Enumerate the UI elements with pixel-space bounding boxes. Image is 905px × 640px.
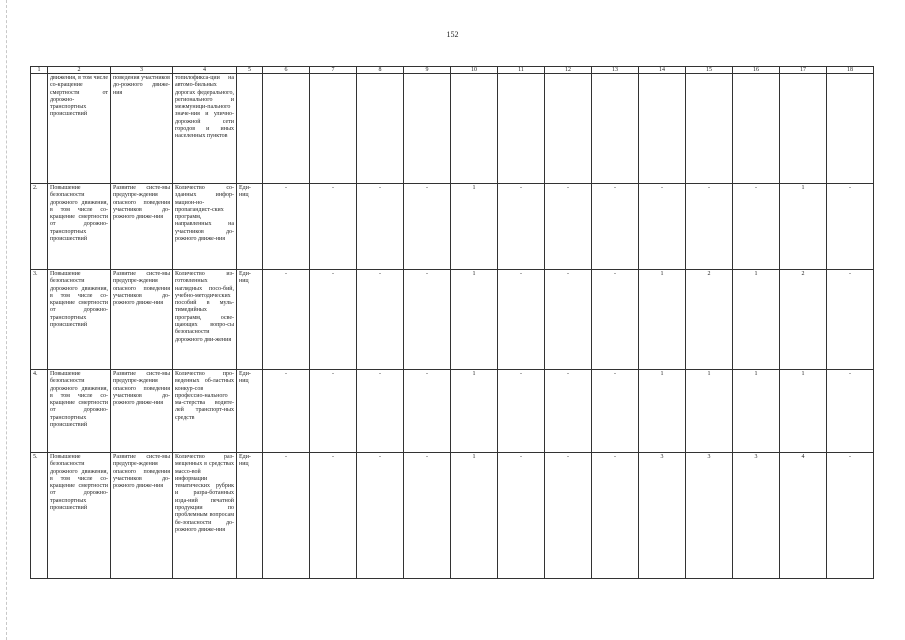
header-cell: 3 bbox=[111, 67, 173, 74]
header-cell: 8 bbox=[357, 67, 404, 74]
value-cell: - bbox=[404, 270, 451, 370]
indicator-cell: Количество раз-мещенных в средствах массо-вой информации тематических рубрик и разра-ботанных изда-ний печатной продукции по проблемным вопросам бе-зопасности до-рожного движе-ния bbox=[173, 453, 237, 579]
header-row bbox=[31, 67, 874, 74]
value-cell bbox=[404, 74, 451, 184]
unit-cell bbox=[237, 74, 263, 184]
value-cell: - bbox=[357, 370, 404, 453]
header-cell: 17 bbox=[780, 67, 827, 74]
header-cell: 15 bbox=[686, 67, 733, 74]
value-cell: - bbox=[592, 270, 639, 370]
value-cell bbox=[733, 74, 780, 184]
task-cell: Развитие систе-мы предупре-ждения опасного поведения участников до-рожного движе-ния bbox=[111, 453, 173, 579]
indicators-table bbox=[30, 66, 874, 579]
value-cell: - bbox=[357, 270, 404, 370]
value-cell: - bbox=[357, 184, 404, 270]
header-cell: 14 bbox=[639, 67, 686, 74]
header-cell: 11 bbox=[498, 67, 545, 74]
row-number-cell: 2. bbox=[31, 184, 48, 270]
value-cell: 1 bbox=[733, 270, 780, 370]
value-cell bbox=[639, 74, 686, 184]
task-cell: Развитие систе-мы предупре-ждения опасного поведения участников до-рожного движе-ния bbox=[111, 370, 173, 453]
value-cell: 4 bbox=[780, 453, 827, 579]
value-cell: 3 bbox=[733, 453, 780, 579]
indicator-cell: Количество про-веденных об-ластных конкур-сов профессио-нального ма-стерства водите-лей транспорт-ных средств bbox=[173, 370, 237, 453]
unit-cell: Еди-ниц bbox=[237, 453, 263, 579]
value-cell: - bbox=[498, 370, 545, 453]
value-cell: 1 bbox=[451, 184, 498, 270]
value-cell: - bbox=[827, 453, 874, 579]
row-number-cell: 3. bbox=[31, 270, 48, 370]
table-row bbox=[31, 453, 874, 579]
unit-cell: Еди-ниц bbox=[237, 184, 263, 270]
value-cell: - bbox=[498, 270, 545, 370]
table-row bbox=[31, 370, 874, 453]
value-cell: 1 bbox=[451, 370, 498, 453]
value-cell bbox=[357, 74, 404, 184]
indicator-cell: Количество из-готовленных наглядных посо-бий, учебно-методических пособий в муль-тимедийных программ, осве-щающих вопро-сы безопасности дорожного дви-жения bbox=[173, 270, 237, 370]
value-cell: - bbox=[404, 370, 451, 453]
value-cell: 1 bbox=[451, 453, 498, 579]
page-number: 152 bbox=[446, 30, 459, 39]
value-cell: - bbox=[545, 184, 592, 270]
binding-margin-line bbox=[6, 0, 7, 640]
value-cell: - bbox=[545, 453, 592, 579]
value-cell: 1 bbox=[780, 184, 827, 270]
value-cell: - bbox=[545, 270, 592, 370]
value-cell: - bbox=[827, 184, 874, 270]
value-cell bbox=[545, 74, 592, 184]
value-cell: 2 bbox=[686, 270, 733, 370]
value-cell: - bbox=[263, 184, 310, 270]
header-cell: 5 bbox=[237, 67, 263, 74]
header-cell: 9 bbox=[404, 67, 451, 74]
value-cell bbox=[592, 74, 639, 184]
goal-cell: Повышение безопасности дорожного движения, в том числе со-кращение смертности от дорожно-транспортных происшествий bbox=[48, 370, 111, 453]
value-cell: 2 bbox=[780, 270, 827, 370]
value-cell bbox=[827, 74, 874, 184]
value-cell: - bbox=[827, 270, 874, 370]
value-cell: - bbox=[310, 453, 357, 579]
value-cell: 1 bbox=[451, 270, 498, 370]
value-cell: - bbox=[827, 370, 874, 453]
value-cell: - bbox=[592, 184, 639, 270]
header-cell: 6 bbox=[263, 67, 310, 74]
value-cell: - bbox=[686, 184, 733, 270]
row-number-cell: 4. bbox=[31, 370, 48, 453]
table-row bbox=[31, 270, 874, 370]
unit-cell: Еди-ниц bbox=[237, 370, 263, 453]
goal-cell: движения, в том числе со-кращение смертности от дорожно-транспортных происшествий bbox=[48, 74, 111, 184]
table-row bbox=[31, 184, 874, 270]
value-cell: - bbox=[404, 453, 451, 579]
value-cell: - bbox=[357, 453, 404, 579]
header-cell: 12 bbox=[545, 67, 592, 74]
value-cell: 1 bbox=[733, 370, 780, 453]
header-cell: 2 bbox=[48, 67, 111, 74]
value-cell: - bbox=[263, 370, 310, 453]
task-cell: поведения участников до-рожного движе-ния bbox=[111, 74, 173, 184]
value-cell: - bbox=[639, 184, 686, 270]
value-cell: - bbox=[310, 184, 357, 270]
value-cell: - bbox=[592, 453, 639, 579]
header-cell: 10 bbox=[451, 67, 498, 74]
value-cell: - bbox=[498, 453, 545, 579]
value-cell: - bbox=[310, 370, 357, 453]
indicator-cell: топилофикса-ции на автомо-бильных дорогах федерального, регионального и межмуници-пального значе-ния и улично-дорожной сети городов и иных населенных пунктов bbox=[173, 74, 237, 184]
goal-cell: Повышение безопасности дорожного движения, в том числе со-кращение смертности от дорожно-транспортных происшествий bbox=[48, 453, 111, 579]
value-cell: - bbox=[404, 184, 451, 270]
value-cell: 1 bbox=[639, 370, 686, 453]
value-cell: - bbox=[733, 184, 780, 270]
table-row bbox=[31, 74, 874, 184]
value-cell: 3 bbox=[686, 453, 733, 579]
goal-cell: Повышение безопасности дорожного движения, в том числе со-кращение смертности от дорожно-транспортных происшествий bbox=[48, 270, 111, 370]
header-cell: 7 bbox=[310, 67, 357, 74]
indicator-cell: Количество со-зданных инфор-мацион-но-пропагандист-ских программ, направленных на участников до-рожного движе-ния bbox=[173, 184, 237, 270]
value-cell bbox=[310, 74, 357, 184]
value-cell: - bbox=[498, 184, 545, 270]
value-cell: - bbox=[263, 453, 310, 579]
header-cell: 1 bbox=[31, 67, 48, 74]
value-cell: - bbox=[592, 370, 639, 453]
value-cell bbox=[780, 74, 827, 184]
task-cell: Развитие систе-мы предупре-ждения опасного поведения участников до-рожного движе-ния bbox=[111, 270, 173, 370]
header-cell: 4 bbox=[173, 67, 237, 74]
header-cell: 18 bbox=[827, 67, 874, 74]
value-cell bbox=[263, 74, 310, 184]
row-number-cell bbox=[31, 74, 48, 184]
value-cell: 1 bbox=[639, 270, 686, 370]
value-cell: - bbox=[310, 270, 357, 370]
value-cell: - bbox=[263, 270, 310, 370]
value-cell bbox=[686, 74, 733, 184]
value-cell: 3 bbox=[639, 453, 686, 579]
value-cell bbox=[451, 74, 498, 184]
value-cell: 1 bbox=[686, 370, 733, 453]
row-number-cell: 5. bbox=[31, 453, 48, 579]
value-cell bbox=[498, 74, 545, 184]
unit-cell: Еди-ниц bbox=[237, 270, 263, 370]
header-cell: 13 bbox=[592, 67, 639, 74]
header-cell: 16 bbox=[733, 67, 780, 74]
value-cell: - bbox=[545, 370, 592, 453]
task-cell: Развитие систе-мы предупре-ждения опасного поведения участников до-рожного движе-ния bbox=[111, 184, 173, 270]
goal-cell: Повышение безопасности дорожного движения, в том числе со-кращение смертности от дорожно-транспортных происшествий bbox=[48, 184, 111, 270]
value-cell: 1 bbox=[780, 370, 827, 453]
